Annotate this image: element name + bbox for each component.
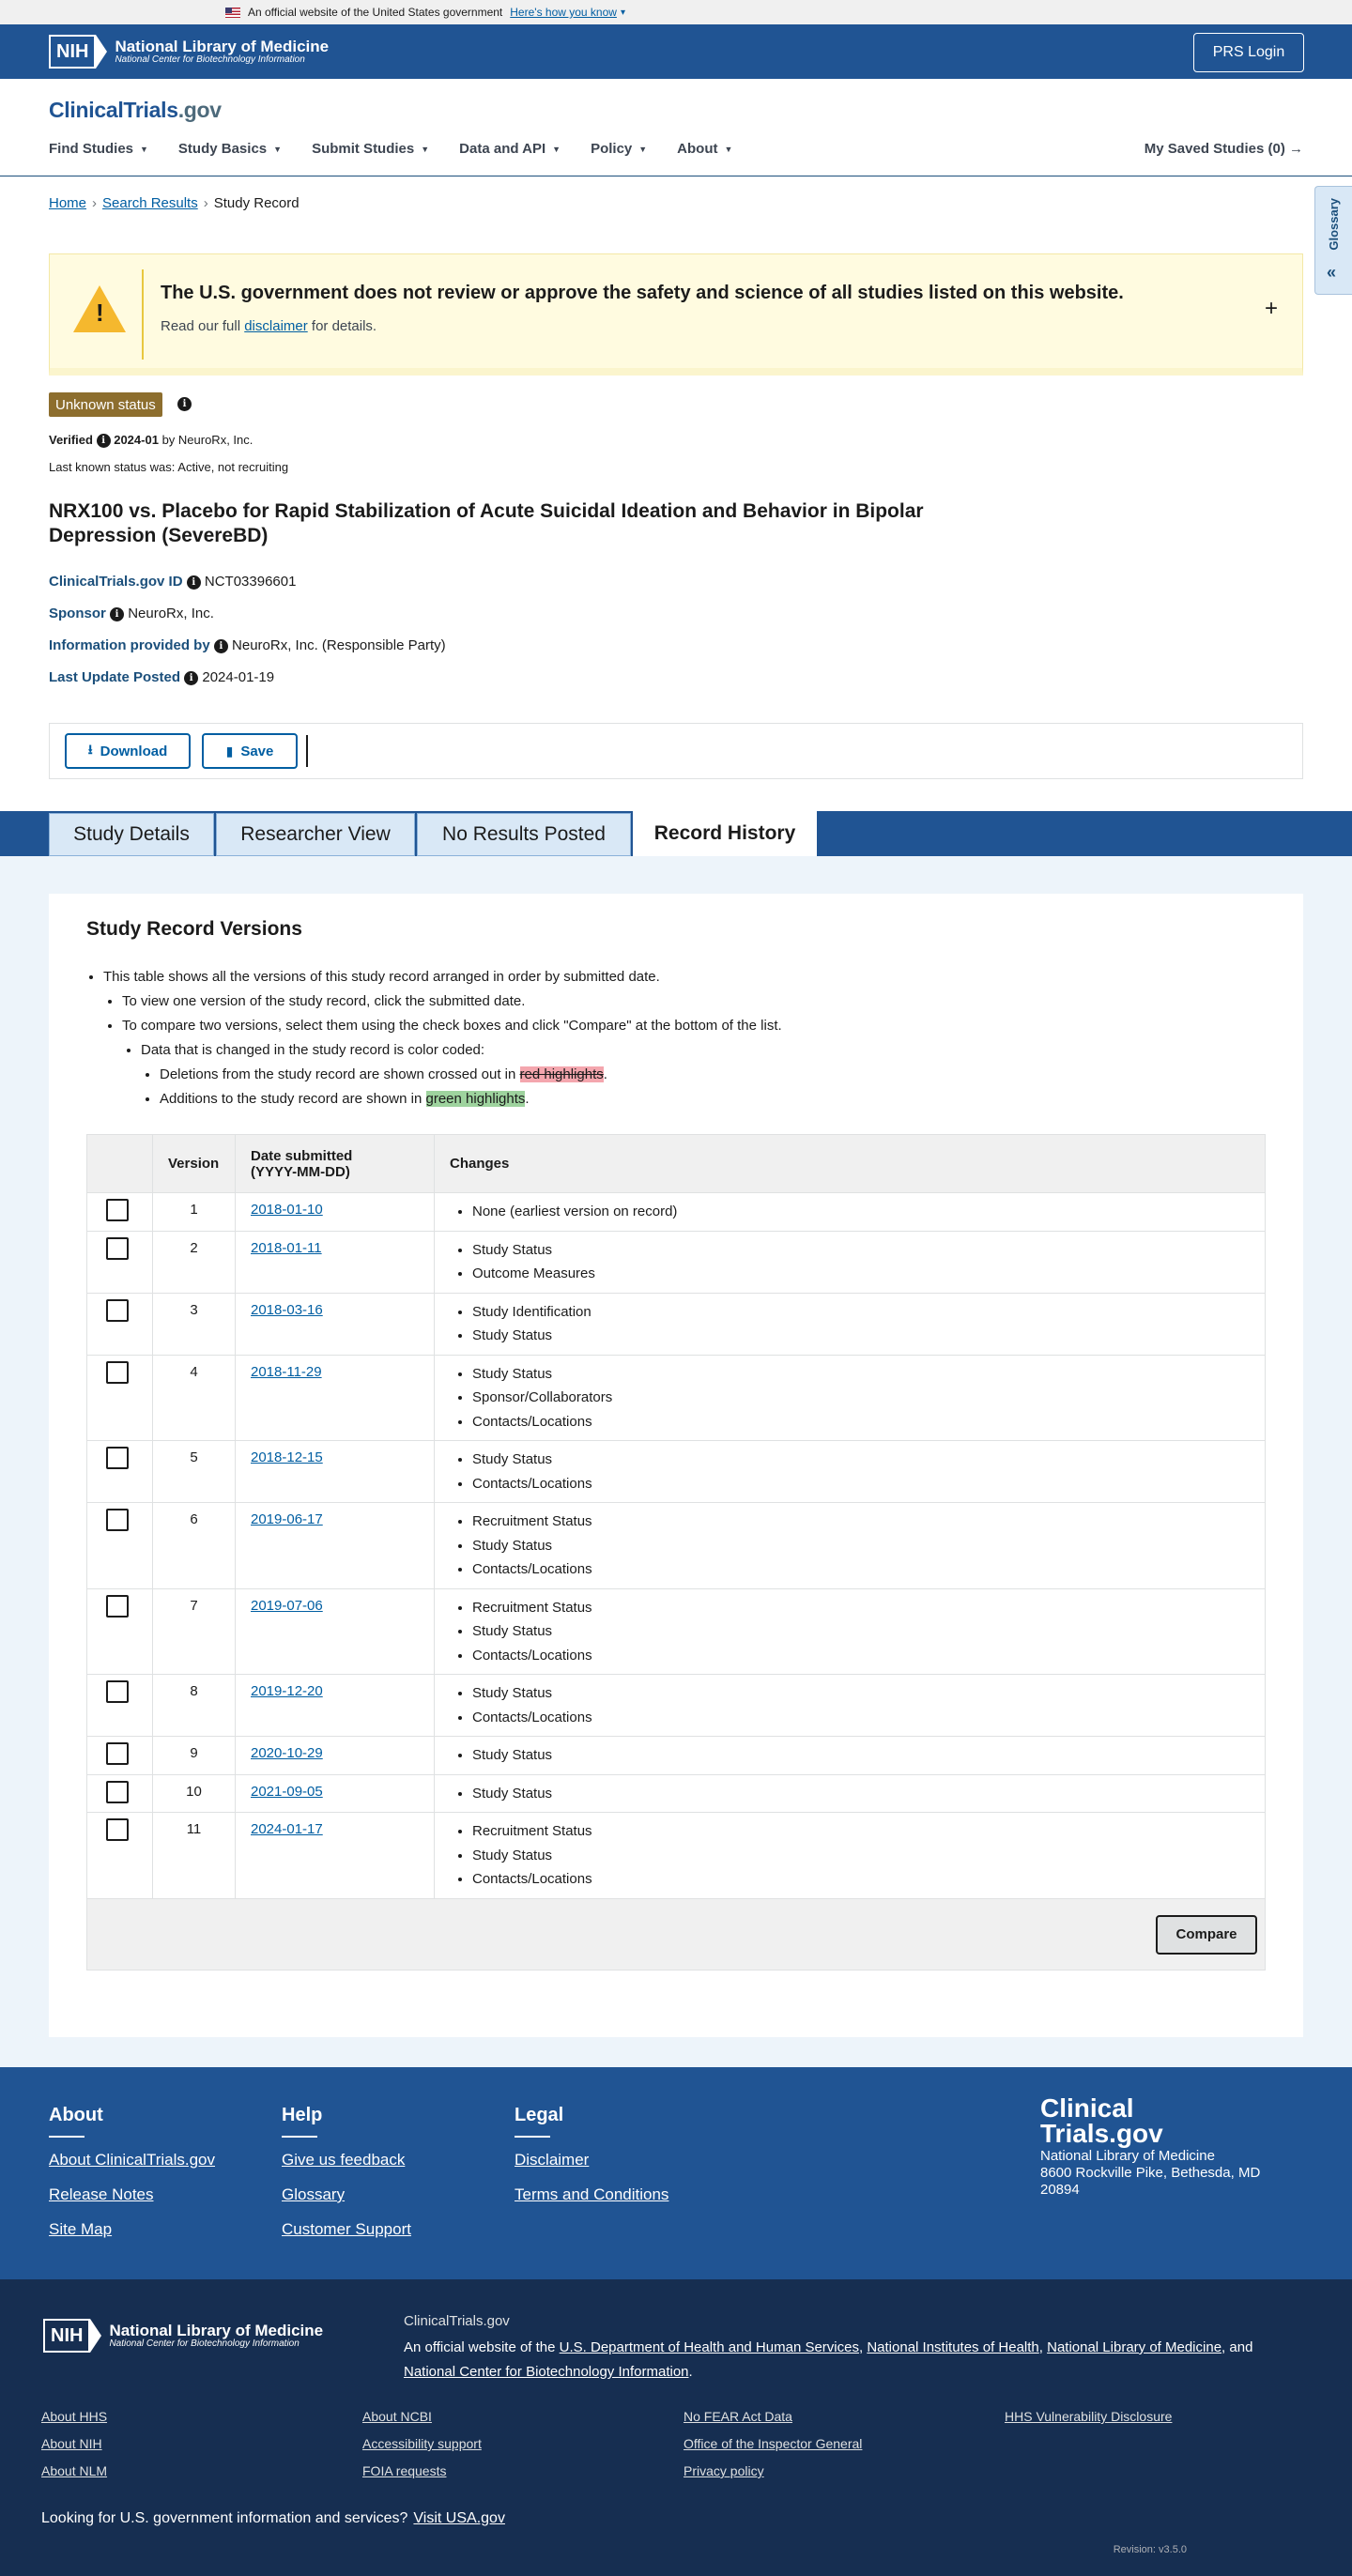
chevron-down-icon: ▼ xyxy=(638,144,648,154)
change-item: • Study Status xyxy=(472,1324,1250,1348)
nav-find-studies[interactable]: Find Studies ▼ xyxy=(49,141,148,157)
alert-heading: The U.S. government does not review or approve the safety and science of all studies listed on this website. xyxy=(161,283,1124,303)
meta-last-update: Last Update Posted i 2024-01-19 xyxy=(49,669,275,685)
version-row xyxy=(87,1193,1266,1232)
footer-logo[interactable]: Clinical Trials.gov xyxy=(1040,2093,1163,2148)
change-item: • Recruitment Status xyxy=(472,1819,1250,1844)
expand-plus-icon[interactable]: + xyxy=(1264,296,1278,321)
breadcrumb-current: Study Record xyxy=(213,195,300,211)
chevron-down-icon: ▼ xyxy=(724,144,733,154)
nih-logo[interactable] xyxy=(49,35,329,69)
table-footer xyxy=(87,1898,1266,1970)
footer-legal: Legal Disclaimer Terms and Conditions xyxy=(515,2105,669,2203)
version-row xyxy=(87,1774,1266,1813)
version-changes xyxy=(435,1441,1266,1503)
footer-link-glossary[interactable]: Glossary xyxy=(282,2185,346,2203)
record-history-card xyxy=(49,894,1303,2037)
version-date-link[interactable]: 2021-09-05 xyxy=(251,1783,323,1800)
footer-help: Help Give us feedback Glossary Customer Support xyxy=(282,2105,411,2238)
info-icon[interactable]: i xyxy=(177,397,192,411)
site-header xyxy=(0,79,1352,176)
version-date-link[interactable]: 2018-12-15 xyxy=(251,1449,323,1465)
revision: Revision: v3.5.0 xyxy=(1113,2544,1187,2555)
meta-nct-id: ClinicalTrials.gov ID i NCT03396601 xyxy=(49,574,297,590)
alert-divider xyxy=(142,269,144,360)
change-item: • Contacts/Locations xyxy=(472,1644,1250,1668)
prs-login-button[interactable]: PRS Login xyxy=(1193,33,1304,72)
change-item: • Study Status xyxy=(472,1782,1250,1806)
saved-studies-link[interactable]: My Saved Studies (0) → xyxy=(1144,141,1303,157)
change-item: • Study Status xyxy=(472,1534,1250,1558)
download-icon: ⭳ xyxy=(87,742,93,757)
link-privacy[interactable]: Privacy policy xyxy=(684,2463,764,2478)
last-known-status: Last known status was: Active, not recruiting xyxy=(49,460,289,474)
logo-main: ClinicalTrials xyxy=(49,98,178,122)
gov-banner-text: An official website of the United States government xyxy=(248,6,503,19)
version-changes xyxy=(435,1813,1266,1899)
version-row xyxy=(87,1813,1266,1899)
version-changes xyxy=(435,1737,1266,1775)
footer-address: National Library of Medicine 8600 Rockville Pike, Bethesda, MD 20894 xyxy=(1040,2148,1261,2198)
compare-button[interactable]: Compare xyxy=(1156,1915,1257,1955)
red-highlight-sample: red highlights xyxy=(519,1066,604,1082)
nih-header xyxy=(0,24,1352,79)
chevron-down-icon: ▾ xyxy=(620,7,625,18)
footer-link-about[interactable]: About ClinicalTrials.gov xyxy=(49,2151,215,2169)
version-number: 9 xyxy=(153,1737,236,1775)
change-item: • Study Identification xyxy=(472,1300,1250,1325)
version-date-link[interactable]: 2024-01-17 xyxy=(251,1821,323,1837)
link-oig[interactable]: Office of the Inspector General xyxy=(684,2436,863,2451)
link-hhs-vuln[interactable]: HHS Vulnerability Disclosure xyxy=(1005,2409,1173,2424)
nav-about[interactable]: About ▼ xyxy=(677,141,733,157)
version-checkbox[interactable] xyxy=(106,1299,129,1322)
study-tabs xyxy=(0,811,1352,856)
study-title: NRX100 vs. Placebo for Rapid Stabilization of Acute Suicidal Ideation and Behavior in Bipolar Depression (SevereBD) xyxy=(49,500,924,546)
versions-notes xyxy=(86,965,782,1112)
disclaimer-alert xyxy=(49,253,1303,376)
change-item: • Recruitment Status xyxy=(472,1596,1250,1620)
note-item: • This table shows all the versions of this study record arranged in order by submitted date. • To view one version of the study record, click the submitted date. • To compare two versions, select them using the check boxes and click "Compare" at the bottom of the list. • Data that is changed in the study record is color coded: • Deletions from the study record are shown crossed out in red highlights. • Additions to the study record are shown in green highlights. xyxy=(103,965,782,1112)
version-number: 3 xyxy=(153,1293,236,1355)
change-item: • Contacts/Locations xyxy=(472,1867,1250,1892)
change-item: • Study Status xyxy=(472,1743,1250,1768)
footer-about: About About ClinicalTrials.gov Release Notes Site Map xyxy=(49,2105,215,2238)
version-number: 5 xyxy=(153,1441,236,1503)
version-changes xyxy=(435,1355,1266,1441)
footer-link-feedback[interactable]: Give us feedback xyxy=(282,2151,406,2169)
version-number: 2 xyxy=(153,1231,236,1293)
tab-study-details[interactable]: Study Details xyxy=(49,813,214,856)
version-row xyxy=(87,1441,1266,1503)
ncbi-name: National Center for Biotechnology Information xyxy=(115,54,305,65)
version-number: 8 xyxy=(153,1675,236,1737)
version-row xyxy=(87,1588,1266,1675)
note-item: • Additions to the study record are shown in green highlights. xyxy=(160,1087,782,1112)
version-row xyxy=(87,1231,1266,1293)
link-no-fear[interactable]: No FEAR Act Data xyxy=(684,2409,792,2424)
nav-submit-studies[interactable]: Submit Studies ▼ xyxy=(312,141,430,157)
info-icon[interactable]: i xyxy=(214,639,228,653)
meta-info-provided-by: Information provided by i NeuroRx, Inc. (Responsible Party) xyxy=(49,637,446,653)
change-item: • Study Status xyxy=(472,1619,1250,1644)
heres-how-link[interactable]: Here's how you know xyxy=(510,6,617,19)
logo-gov: .gov xyxy=(177,98,222,122)
gov-footer xyxy=(0,2279,1352,2576)
glossary-label: Glossary xyxy=(1327,198,1341,251)
version-checkbox[interactable] xyxy=(106,1781,129,1803)
verified-line: Verified i 2024-01 by NeuroRx, Inc. xyxy=(49,433,254,447)
version-checkbox[interactable] xyxy=(106,1595,129,1618)
nlm-link[interactable]: National Library of Medicine xyxy=(1047,2339,1222,2355)
version-row xyxy=(87,1355,1266,1441)
version-number: 4 xyxy=(153,1355,236,1441)
version-number: 7 xyxy=(153,1588,236,1675)
main-nav xyxy=(49,141,762,157)
version-date-link[interactable]: 2020-10-29 xyxy=(251,1745,323,1761)
version-number: 6 xyxy=(153,1503,236,1589)
version-checkbox[interactable] xyxy=(106,1199,129,1221)
study-actions xyxy=(49,723,1303,779)
site-footer xyxy=(0,2067,1352,2279)
official-website-text: An official website of the U.S. Department of Health and Human Services, National Institutes of Health, National Library of Medicine, and National Center for Biotechnology Information. xyxy=(404,2339,1253,2380)
version-row xyxy=(87,1503,1266,1589)
version-number: 1 xyxy=(153,1193,236,1232)
footer-link-release-notes[interactable]: Release Notes xyxy=(49,2185,154,2203)
versions-table xyxy=(86,1134,1266,1970)
link-foia[interactable]: FOIA requests xyxy=(362,2463,447,2478)
change-item: • Contacts/Locations xyxy=(472,1557,1250,1582)
version-row xyxy=(87,1293,1266,1355)
chevron-right-icon: › xyxy=(203,195,208,211)
chevron-down-icon: ▼ xyxy=(421,144,430,154)
usa-gov-link[interactable]: Visit USA.gov xyxy=(413,2510,505,2526)
clinicaltrials-logo[interactable] xyxy=(49,98,222,123)
chevron-down-icon: ▼ xyxy=(552,144,561,154)
double-chevron-left-icon: « xyxy=(1327,263,1337,282)
chevron-right-icon: › xyxy=(92,195,98,211)
gov-banner xyxy=(0,0,1352,24)
bookmark-icon: ▮ xyxy=(225,743,234,759)
version-date-link[interactable]: 2019-06-17 xyxy=(251,1511,323,1527)
col-version: Version xyxy=(153,1135,236,1193)
version-number: 10 xyxy=(153,1774,236,1813)
nih-link[interactable]: National Institutes of Health xyxy=(867,2339,1039,2355)
footer-link-site-map[interactable]: Site Map xyxy=(49,2220,113,2238)
versions-heading: Study Record Versions xyxy=(86,918,302,940)
version-number: 11 xyxy=(153,1813,236,1899)
warning-icon: ! xyxy=(73,285,126,332)
col-date: Date submitted (YYYY-MM-DD) xyxy=(236,1135,435,1193)
link-accessibility[interactable]: Accessibility support xyxy=(362,2436,482,2451)
version-checkbox[interactable] xyxy=(106,1680,129,1703)
note-item: • To compare two versions, select them using the check boxes and click "Compare" at the bottom of the list. • Data that is changed in the study record is color coded: • Deletions from the study record are shown crossed out in red highlights. • Additions to the study record are shown in green highlights. xyxy=(122,1014,782,1112)
save-button[interactable]: ▮ Save xyxy=(202,733,298,769)
version-checkbox[interactable] xyxy=(106,1742,129,1765)
link-about-ncbi[interactable]: About NCBI xyxy=(362,2409,432,2424)
change-item: • Study Status xyxy=(472,1844,1250,1868)
version-checkbox[interactable] xyxy=(106,1237,129,1260)
change-item: • Outcome Measures xyxy=(472,1262,1250,1286)
version-checkbox[interactable] xyxy=(106,1818,129,1841)
tab-researcher-view[interactable]: Researcher View xyxy=(216,813,415,856)
change-item: • Contacts/Locations xyxy=(472,1706,1250,1730)
change-item: • Contacts/Locations xyxy=(472,1410,1250,1434)
version-changes xyxy=(435,1293,1266,1355)
change-item: • Recruitment Status xyxy=(472,1510,1250,1534)
version-checkbox[interactable] xyxy=(106,1361,129,1384)
note-item: • Deletions from the study record are shown crossed out in red highlights. xyxy=(160,1063,782,1087)
download-button[interactable]: ⭳ Download xyxy=(65,733,191,769)
usa-gov-line: Looking for U.S. government information and services? Visit USA.gov xyxy=(41,2510,505,2526)
version-row xyxy=(87,1737,1266,1775)
link-about-nih[interactable]: About NIH xyxy=(41,2436,102,2451)
version-changes xyxy=(435,1675,1266,1737)
info-icon[interactable]: i xyxy=(184,671,198,685)
version-date-link[interactable]: 2018-11-29 xyxy=(251,1363,322,1380)
actions-divider xyxy=(306,735,308,767)
disclaimer-link[interactable]: disclaimer xyxy=(244,318,308,334)
breadcrumb-search-results[interactable]: Search Results xyxy=(102,195,198,211)
footer-link-support[interactable]: Customer Support xyxy=(282,2220,411,2238)
version-date-link[interactable]: 2019-07-06 xyxy=(251,1597,323,1614)
chevron-down-icon: ▼ xyxy=(273,144,283,154)
col-select xyxy=(87,1135,153,1193)
nav-study-basics[interactable]: Study Basics ▼ xyxy=(177,141,283,157)
info-icon[interactable]: i xyxy=(187,575,201,590)
footer-link-disclaimer[interactable]: Disclaimer xyxy=(515,2151,590,2169)
link-about-hhs[interactable]: About HHS xyxy=(41,2409,108,2424)
green-highlight-sample: green highlights xyxy=(425,1091,526,1107)
arrow-right-icon: → xyxy=(1289,141,1303,157)
note-item: • Data that is changed in the study record is color coded: • Deletions from the study record are shown crossed out in red highlights. • Additions to the study record are shown in green highlights. xyxy=(141,1038,782,1112)
version-changes xyxy=(435,1588,1266,1675)
nih-logo-mark: NIH xyxy=(43,2319,90,2353)
ncbi-link[interactable]: National Center for Biotechnology Information xyxy=(404,2364,689,2380)
version-row xyxy=(87,1675,1266,1737)
tab-record-history[interactable]: Record History xyxy=(633,811,817,856)
version-date-link[interactable]: 2019-12-20 xyxy=(251,1683,323,1699)
nih-logo-mark: NIH xyxy=(49,35,96,69)
change-item: • None (earliest version on record) xyxy=(472,1200,1250,1224)
version-changes xyxy=(435,1193,1266,1232)
version-date-link[interactable]: 2018-01-11 xyxy=(251,1239,322,1256)
meta-sponsor: Sponsor i NeuroRx, Inc. xyxy=(49,606,214,621)
glossary-tab[interactable] xyxy=(1314,186,1352,295)
info-icon[interactable]: i xyxy=(97,434,111,448)
nlm-name: National Library of Medicine xyxy=(115,37,330,55)
change-item: • Study Status xyxy=(472,1362,1250,1387)
chevron-down-icon: ▼ xyxy=(140,144,148,154)
info-icon[interactable]: i xyxy=(110,607,124,621)
version-checkbox[interactable] xyxy=(106,1509,129,1531)
version-changes xyxy=(435,1503,1266,1589)
version-changes xyxy=(435,1231,1266,1293)
nav-data-api[interactable]: Data and API ▼ xyxy=(459,141,561,157)
col-changes: Changes xyxy=(435,1135,1266,1193)
footer-site-name: ClinicalTrials.gov xyxy=(404,2313,510,2329)
version-date-link[interactable]: 2018-01-10 xyxy=(251,1202,323,1218)
footer-link-terms[interactable]: Terms and Conditions xyxy=(515,2185,669,2203)
nih-logo[interactable]: NIH National Library of Medicine National Center for Biotechnology Information xyxy=(43,2319,323,2353)
version-changes xyxy=(435,1774,1266,1813)
status-badge: Unknown status xyxy=(49,392,162,417)
change-item: • Study Status xyxy=(472,1681,1250,1706)
change-item: • Contacts/Locations xyxy=(472,1472,1250,1496)
us-flag-icon xyxy=(225,8,240,18)
change-item: • Study Status xyxy=(472,1238,1250,1263)
note-item: • To view one version of the study record, click the submitted date. xyxy=(122,989,782,1014)
version-date-link[interactable]: 2018-03-16 xyxy=(251,1301,323,1318)
tab-no-results-posted[interactable]: No Results Posted xyxy=(417,813,631,856)
breadcrumb xyxy=(49,195,300,211)
change-item: • Study Status xyxy=(472,1448,1250,1472)
nav-policy[interactable]: Policy ▼ xyxy=(591,141,648,157)
change-item: • Sponsor/Collaborators xyxy=(472,1386,1250,1410)
version-checkbox[interactable] xyxy=(106,1447,129,1469)
breadcrumb-home[interactable]: Home xyxy=(49,195,87,211)
hhs-link[interactable]: U.S. Department of Health and Human Services xyxy=(559,2339,859,2355)
alert-text: Read our full disclaimer for details. xyxy=(161,318,377,334)
link-about-nlm[interactable]: About NLM xyxy=(41,2463,108,2478)
